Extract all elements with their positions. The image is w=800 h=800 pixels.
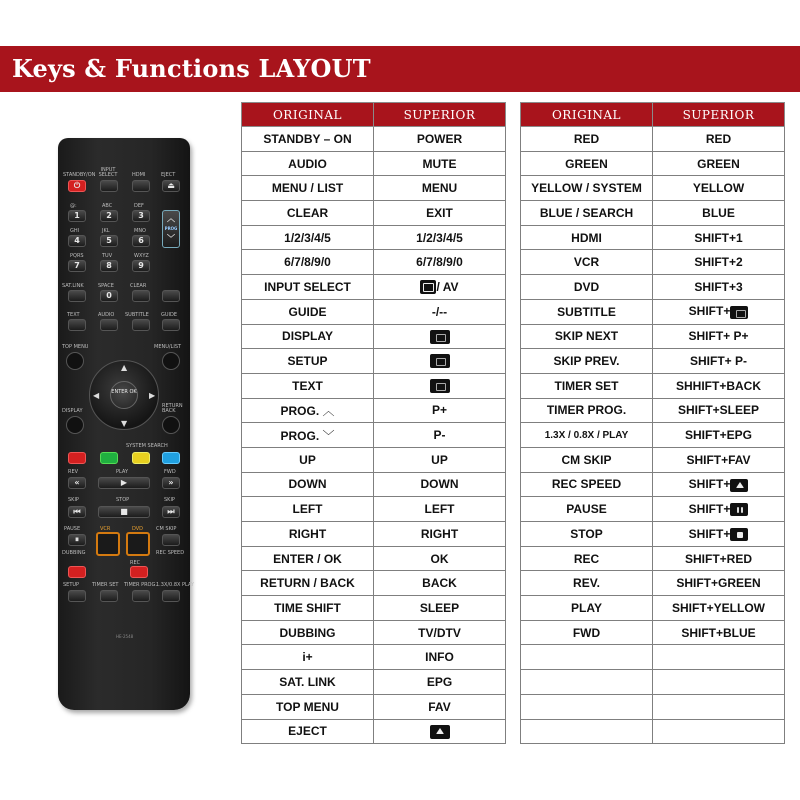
- original-key-cell: DUBBING: [242, 620, 374, 645]
- table-row: [242, 447, 506, 472]
- digit-9-button[interactable]: 9: [132, 260, 150, 272]
- ratio-play-label: 1.3X/0.8X PLAY: [156, 582, 195, 588]
- rec-button[interactable]: [130, 566, 148, 578]
- superior-key-cell: SHHIFT+BACK: [653, 373, 785, 398]
- remote-control-image: [58, 138, 195, 710]
- superior-key-cell: [374, 373, 506, 398]
- eject-icon: [430, 725, 450, 739]
- standby-label: STANDBY/ON: [63, 172, 96, 178]
- original-key-cell: TEXT: [242, 373, 374, 398]
- superior-key-cell: UP: [374, 447, 506, 472]
- original-key-cell: RETURN / BACK: [242, 571, 374, 596]
- menu-list-label: MENU/LIST: [154, 344, 182, 350]
- digit-5-button[interactable]: 5: [100, 235, 118, 247]
- up-arrow-icon[interactable]: ▲: [121, 363, 128, 372]
- pause-label: PAUSE: [64, 526, 81, 532]
- guide-label: GUIDE: [161, 312, 178, 318]
- table-row: [242, 299, 506, 324]
- superior-key-cell: [374, 324, 506, 349]
- header-superior: SUPERIOR: [374, 103, 506, 127]
- superior-key-cell: FAV: [374, 694, 506, 719]
- table-row: [242, 472, 506, 497]
- digit-4-button[interactable]: 4: [68, 235, 86, 247]
- subtitle-button[interactable]: [132, 319, 150, 331]
- prog-rocker[interactable]: ︿ PROG ﹀: [162, 210, 180, 248]
- standby-button[interactable]: ⏻: [68, 180, 86, 192]
- digit-8-button[interactable]: 8: [100, 260, 118, 272]
- table-row: [521, 546, 785, 571]
- dvd-button[interactable]: [126, 532, 150, 556]
- subtitle-label: SUBTITLE: [125, 312, 149, 318]
- original-key-cell: PAUSE: [521, 497, 653, 522]
- table-row: [521, 201, 785, 226]
- superior-key-cell: [653, 719, 785, 744]
- original-key-cell: SAT. LINK: [242, 670, 374, 695]
- header-original: ORIGINAL: [521, 103, 653, 127]
- superior-key-cell: SHIFT+GREEN: [653, 571, 785, 596]
- right-key-table: [520, 102, 785, 744]
- table-row: [521, 398, 785, 423]
- table-row: [242, 151, 506, 176]
- superior-key-cell: BACK: [374, 571, 506, 596]
- original-key-cell: GREEN: [521, 151, 653, 176]
- superior-key-cell: [374, 275, 506, 300]
- table-row: [521, 423, 785, 448]
- superior-key-cell: RIGHT: [374, 522, 506, 547]
- dubbing-button[interactable]: [68, 566, 86, 578]
- superior-key-cell: [374, 719, 506, 744]
- superior-key-cell: GREEN: [653, 151, 785, 176]
- superior-key-cell: INFO: [374, 645, 506, 670]
- audio-label: AUDIO: [98, 312, 115, 318]
- subtitle-key-icon: [730, 306, 748, 319]
- rev-label: REV: [68, 469, 79, 475]
- cell-text: PROG.: [280, 403, 320, 418]
- table-row: [521, 522, 785, 547]
- table-row: [242, 324, 506, 349]
- table-row: [521, 670, 785, 695]
- digit-6-button[interactable]: 6: [132, 235, 150, 247]
- digit-sublabel: DEF: [134, 203, 144, 209]
- digit-0-button[interactable]: 0: [100, 290, 118, 302]
- fwd-label: FWD: [164, 469, 176, 475]
- superior-key-cell: SHIFT+SLEEP: [653, 398, 785, 423]
- table-row: [242, 250, 506, 275]
- text-key-icon: [430, 379, 450, 393]
- superior-key-cell: OK: [374, 546, 506, 571]
- display-key-icon: [430, 330, 450, 344]
- table-row: [521, 225, 785, 250]
- yellow-button[interactable]: [132, 452, 150, 464]
- original-key-cell: [521, 694, 653, 719]
- original-key-cell: TIMER SET: [521, 373, 653, 398]
- superior-key-cell: SHIFT+2: [653, 250, 785, 275]
- table-row: [521, 275, 785, 300]
- superior-key-cell: TV/DTV: [374, 620, 506, 645]
- original-key-cell: AUDIO: [242, 151, 374, 176]
- table-row: [521, 571, 785, 596]
- left-key-table: [241, 102, 506, 744]
- stop-label: STOP: [116, 497, 130, 503]
- table-row: [521, 620, 785, 645]
- superior-key-cell: [653, 670, 785, 695]
- table-row: [242, 571, 506, 596]
- original-key-cell: INPUT SELECT: [242, 275, 374, 300]
- original-key-cell: CLEAR: [242, 201, 374, 226]
- table-row: [521, 694, 785, 719]
- fwd-button[interactable]: »: [162, 477, 180, 489]
- stop-icon: [730, 528, 748, 541]
- table-row: [521, 127, 785, 152]
- superior-key-cell: P+: [374, 398, 506, 423]
- pause-icon: [730, 503, 748, 516]
- stop-button[interactable]: ■: [98, 506, 150, 518]
- table-row: [521, 645, 785, 670]
- table-row: [521, 719, 785, 744]
- superior-key-cell: MENU: [374, 176, 506, 201]
- original-key-cell: SKIP PREV.: [521, 349, 653, 374]
- superior-key-cell: SHIFT+ P+: [653, 324, 785, 349]
- superior-key-cell: [653, 472, 785, 497]
- clear-button[interactable]: [132, 290, 150, 302]
- vcr-label: VCR: [100, 526, 111, 532]
- right-arrow-icon[interactable]: ▶: [149, 391, 156, 400]
- return-label: RETURN BACK: [162, 403, 183, 414]
- original-key-cell: REC SPEED: [521, 472, 653, 497]
- top-menu-label: TOP MENU: [62, 344, 89, 350]
- original-key-cell: RIGHT: [242, 522, 374, 547]
- setup-button[interactable]: [68, 590, 86, 602]
- setup-key-icon: [430, 354, 450, 368]
- original-key-cell: SKIP NEXT: [521, 324, 653, 349]
- table-row: [242, 596, 506, 621]
- table-row: [521, 176, 785, 201]
- rec-label: REC: [130, 560, 141, 566]
- timer-prog-button[interactable]: [132, 590, 150, 602]
- original-key-cell: BLUE / SEARCH: [521, 201, 653, 226]
- rev-button[interactable]: «: [68, 477, 86, 489]
- superior-key-cell: YELLOW: [653, 176, 785, 201]
- superior-key-cell: SHIFT+FAV: [653, 447, 785, 472]
- table-row: [242, 176, 506, 201]
- display-button[interactable]: [66, 416, 84, 434]
- eject-label: EJECT: [161, 172, 176, 178]
- table-row: [242, 349, 506, 374]
- input-select-label: INPUT SELECT: [98, 167, 118, 178]
- table-row: [521, 250, 785, 275]
- superior-key-cell: SHIFT+RED: [653, 546, 785, 571]
- table-row: [521, 151, 785, 176]
- digit-2-button[interactable]: 2: [100, 210, 118, 222]
- skip-next-label: SKIP: [164, 497, 175, 503]
- original-key-cell: MENU / LIST: [242, 176, 374, 201]
- display-label: DISPLAY: [62, 408, 83, 414]
- table-row: [242, 225, 506, 250]
- table-row: [242, 275, 506, 300]
- digit-sublabel: @:: [70, 203, 77, 209]
- table-row: [521, 349, 785, 374]
- original-key-cell: 1.3X / 0.8X / PLAY: [521, 423, 653, 448]
- pause-button[interactable]: ⏸: [68, 534, 86, 546]
- top-menu-button[interactable]: [66, 352, 84, 370]
- left-arrow-icon[interactable]: ◀: [93, 391, 100, 400]
- eject-button[interactable]: ⏏: [162, 180, 180, 192]
- original-key-cell: CM SKIP: [521, 447, 653, 472]
- table-row: [521, 596, 785, 621]
- menu-list-button[interactable]: [162, 352, 180, 370]
- skip-next-button[interactable]: ⏭: [162, 506, 180, 518]
- clear-label: CLEAR: [130, 283, 147, 289]
- superior-key-cell: [653, 497, 785, 522]
- green-button[interactable]: [100, 452, 118, 464]
- model-label: HE-2548: [116, 634, 134, 639]
- rec-speed-icon: [730, 479, 748, 492]
- original-key-cell: 6/7/8/9/0: [242, 250, 374, 275]
- cell-text: PROG.: [280, 428, 320, 443]
- cell-text: SHIFT+: [688, 501, 731, 516]
- superior-key-cell: SHIFT+ P-: [653, 349, 785, 374]
- input-icon-button[interactable]: [162, 290, 180, 302]
- table-row: [242, 398, 506, 423]
- table-row: [242, 719, 506, 744]
- table-row: [242, 620, 506, 645]
- return-button[interactable]: [162, 416, 180, 434]
- superior-key-cell: SLEEP: [374, 596, 506, 621]
- original-key-cell: YELLOW / SYSTEM: [521, 176, 653, 201]
- header-original: ORIGINAL: [242, 103, 374, 127]
- table-row: [242, 201, 506, 226]
- original-key-cell: VCR: [521, 250, 653, 275]
- red-button[interactable]: [68, 452, 86, 464]
- cell-text: / AV: [436, 279, 459, 294]
- table-row: [521, 324, 785, 349]
- digit-3-button[interactable]: 3: [132, 210, 150, 222]
- down-arrow-icon[interactable]: ▼: [121, 419, 128, 428]
- table-row: [521, 299, 785, 324]
- blue-button[interactable]: [162, 452, 180, 464]
- superior-key-cell: EPG: [374, 670, 506, 695]
- dvd-label: DVD: [132, 526, 144, 532]
- superior-key-cell: EXIT: [374, 201, 506, 226]
- table-row: [242, 645, 506, 670]
- table-row: [521, 472, 785, 497]
- superior-key-cell: [653, 645, 785, 670]
- original-key-cell: DISPLAY: [242, 324, 374, 349]
- skip-prev-label: SKIP: [68, 497, 79, 503]
- digit-sublabel: JKL: [102, 228, 110, 234]
- text-label: TEXT: [67, 312, 80, 318]
- table-row: [242, 670, 506, 695]
- superior-key-cell: [653, 522, 785, 547]
- superior-key-cell: DOWN: [374, 472, 506, 497]
- original-key-cell: [242, 398, 374, 423]
- setup-label: SETUP: [63, 582, 80, 588]
- original-key-cell: [242, 423, 374, 448]
- cell-text: SHIFT+: [688, 304, 731, 319]
- original-key-cell: DVD: [521, 275, 653, 300]
- input-source-icon: [420, 280, 436, 294]
- system-search-label: SYSTEM SEARCH: [126, 443, 168, 449]
- original-key-cell: FWD: [521, 620, 653, 645]
- timer-set-button[interactable]: [100, 590, 118, 602]
- enter-ok-button[interactable]: ENTER OK: [110, 381, 138, 409]
- skip-prev-button[interactable]: ⏮: [68, 506, 86, 518]
- superior-key-cell: [374, 349, 506, 374]
- original-key-cell: REV.: [521, 571, 653, 596]
- play-label: PLAY: [116, 469, 129, 475]
- original-key-cell: RED: [521, 127, 653, 152]
- superior-key-cell: [653, 299, 785, 324]
- vcr-button[interactable]: [96, 532, 120, 556]
- digit-7-button[interactable]: 7: [68, 260, 86, 272]
- input-select-button[interactable]: [100, 180, 118, 192]
- dubbing-label: DUBBING: [62, 550, 86, 556]
- table-row: [242, 423, 506, 448]
- superior-key-cell: MUTE: [374, 151, 506, 176]
- table-row: [521, 497, 785, 522]
- original-key-cell: SUBTITLE: [521, 299, 653, 324]
- timer-prog-label: TIMER PROG.: [124, 582, 157, 588]
- digit-sublabel: GHI: [70, 228, 80, 234]
- original-key-cell: ENTER / OK: [242, 546, 374, 571]
- original-key-cell: EJECT: [242, 719, 374, 744]
- original-key-cell: [521, 719, 653, 744]
- original-key-cell: REC: [521, 546, 653, 571]
- page-title: Keys & Functions LAYOUT: [12, 54, 371, 83]
- cm-skip-label: CM SKIP: [156, 526, 177, 532]
- chevron-up-icon: ︿: [319, 403, 335, 418]
- timer-set-label: TIMER SET: [92, 582, 119, 588]
- cm-skip-button[interactable]: [162, 534, 180, 546]
- original-key-cell: UP: [242, 447, 374, 472]
- table-row: [242, 497, 506, 522]
- sat-link-label: SAT.LINK: [62, 283, 84, 289]
- hdmi-button[interactable]: [132, 180, 150, 192]
- original-key-cell: HDMI: [521, 225, 653, 250]
- cell-text: SHIFT+: [688, 526, 731, 541]
- superior-key-cell: LEFT: [374, 497, 506, 522]
- original-key-cell: i+: [242, 645, 374, 670]
- superior-key-cell: RED: [653, 127, 785, 152]
- cell-text: SHIFT+: [688, 477, 731, 492]
- superior-key-cell: BLUE: [653, 201, 785, 226]
- superior-key-cell: 6/7/8/9/0: [374, 250, 506, 275]
- hdmi-label: HDMI: [132, 172, 146, 178]
- original-key-cell: STANDBY – ON: [242, 127, 374, 152]
- original-key-cell: GUIDE: [242, 299, 374, 324]
- rec-speed-label: REC SPEED: [156, 550, 185, 556]
- digit-sublabel: PQRS: [70, 253, 84, 259]
- table-row: [242, 694, 506, 719]
- play-button[interactable]: ▶: [98, 477, 150, 489]
- table-row: [242, 546, 506, 571]
- table-row: [242, 522, 506, 547]
- space-label: SPACE: [98, 283, 114, 289]
- original-key-cell: TIMER PROG.: [521, 398, 653, 423]
- superior-key-cell: SHIFT+BLUE: [653, 620, 785, 645]
- digit-sublabel: WXYZ: [134, 253, 149, 259]
- audio-button[interactable]: [100, 319, 118, 331]
- superior-key-cell: SHIFT+1: [653, 225, 785, 250]
- superior-key-cell: SHIFT+3: [653, 275, 785, 300]
- original-key-cell: PLAY: [521, 596, 653, 621]
- guide-button[interactable]: [162, 319, 180, 331]
- digit-sublabel: MNO: [134, 228, 146, 234]
- original-key-cell: 1/2/3/4/5: [242, 225, 374, 250]
- superior-key-cell: SHIFT+YELLOW: [653, 596, 785, 621]
- original-key-cell: [521, 645, 653, 670]
- superior-key-cell: SHIFT+EPG: [653, 423, 785, 448]
- header-superior: SUPERIOR: [653, 103, 785, 127]
- table-row: [521, 447, 785, 472]
- original-key-cell: TIME SHIFT: [242, 596, 374, 621]
- table-row: [242, 373, 506, 398]
- original-key-cell: DOWN: [242, 472, 374, 497]
- digit-1-button[interactable]: 1: [68, 210, 86, 222]
- digit-sublabel: TUV: [102, 253, 113, 259]
- original-key-cell: TOP MENU: [242, 694, 374, 719]
- ratio-play-button[interactable]: [162, 590, 180, 602]
- superior-key-cell: 1/2/3/4/5: [374, 225, 506, 250]
- superior-key-cell: -/--: [374, 299, 506, 324]
- original-key-cell: SETUP: [242, 349, 374, 374]
- table-row: [242, 127, 506, 152]
- table-row: [521, 373, 785, 398]
- superior-key-cell: [653, 694, 785, 719]
- original-key-cell: STOP: [521, 522, 653, 547]
- original-key-cell: [521, 670, 653, 695]
- header-banner: [0, 46, 800, 92]
- superior-key-cell: POWER: [374, 127, 506, 152]
- digit-sublabel: ABC: [102, 203, 113, 209]
- original-key-cell: LEFT: [242, 497, 374, 522]
- sat-link-button[interactable]: [68, 290, 86, 302]
- text-button[interactable]: [68, 319, 86, 331]
- superior-key-cell: P-: [374, 423, 506, 448]
- chevron-down-icon: ﹀: [319, 428, 335, 443]
